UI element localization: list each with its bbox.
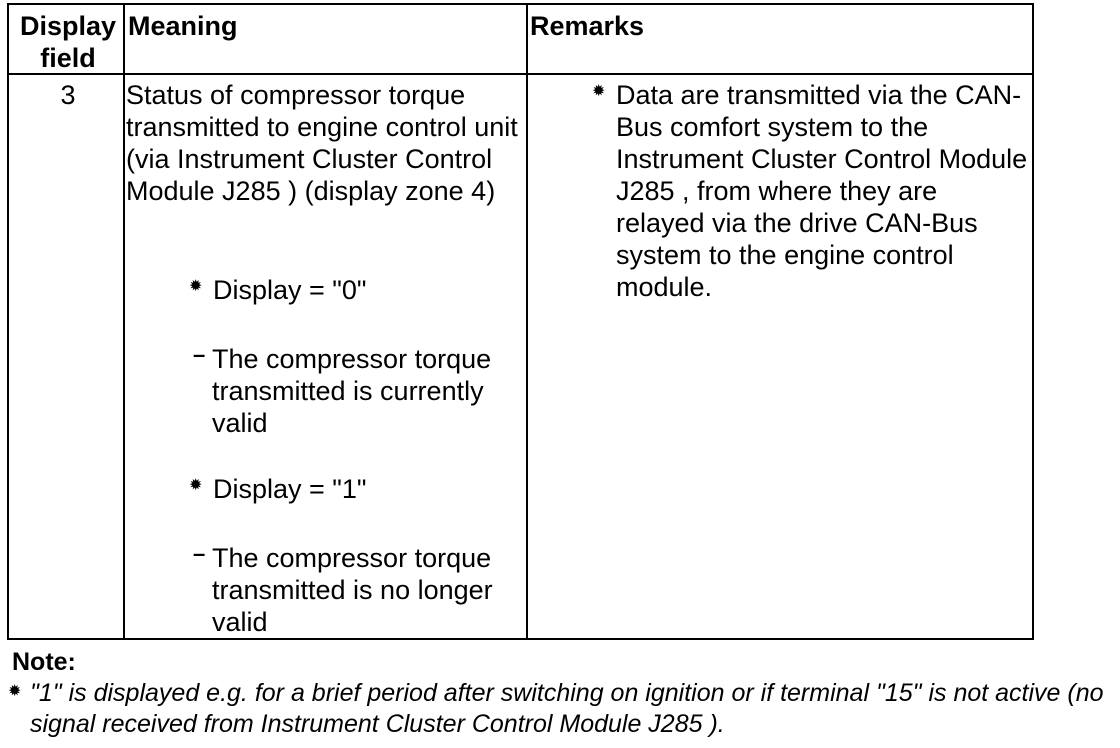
display-field-table bbox=[7, 3, 1034, 640]
asterisk-bullet-icon: ✹ bbox=[189, 278, 203, 295]
column-divider bbox=[526, 5, 528, 638]
display-field-value: 3 bbox=[60, 80, 76, 110]
header-remarks: Remarks bbox=[530, 11, 645, 41]
header-divider bbox=[9, 73, 1032, 75]
meaning-sub-display-0: The compressor torque transmitted is currently valid bbox=[212, 344, 492, 438]
asterisk-bullet-icon: ✹ bbox=[8, 683, 22, 700]
dash-bullet-icon: – bbox=[193, 541, 206, 566]
header-display-field: Display field bbox=[19, 11, 117, 73]
note-title: Note: bbox=[12, 648, 76, 676]
meaning-intro: Status of compressor torque transmitted to engine control unit (via Instrument Cluster Control Module J285 ) (display zone 4) bbox=[126, 80, 518, 206]
column-divider bbox=[123, 5, 125, 638]
remarks-text: Data are transmitted via the CAN-Bus comfort system to the Instrument Cluster Control Module J285 , from where they are relayed via the drive CAN-Bus system to the engine control module. bbox=[616, 80, 1028, 302]
meaning-bullet-display-0: Display = "0" bbox=[213, 275, 367, 305]
asterisk-bullet-icon: ✹ bbox=[592, 83, 606, 100]
note-text: "1" is displayed e.g. for a brief period after switching on ignition or if terminal "15" is not active (no signal received from Instrument Cluster Control Module J285 ). bbox=[30, 679, 1104, 738]
meaning-sub-display-1: The compressor torque transmitted is no longer valid bbox=[212, 543, 493, 637]
dash-bullet-icon: – bbox=[193, 342, 206, 367]
header-meaning: Meaning bbox=[128, 11, 238, 41]
meaning-bullet-display-1: Display = "1" bbox=[213, 474, 367, 504]
asterisk-bullet-icon: ✹ bbox=[189, 477, 203, 494]
